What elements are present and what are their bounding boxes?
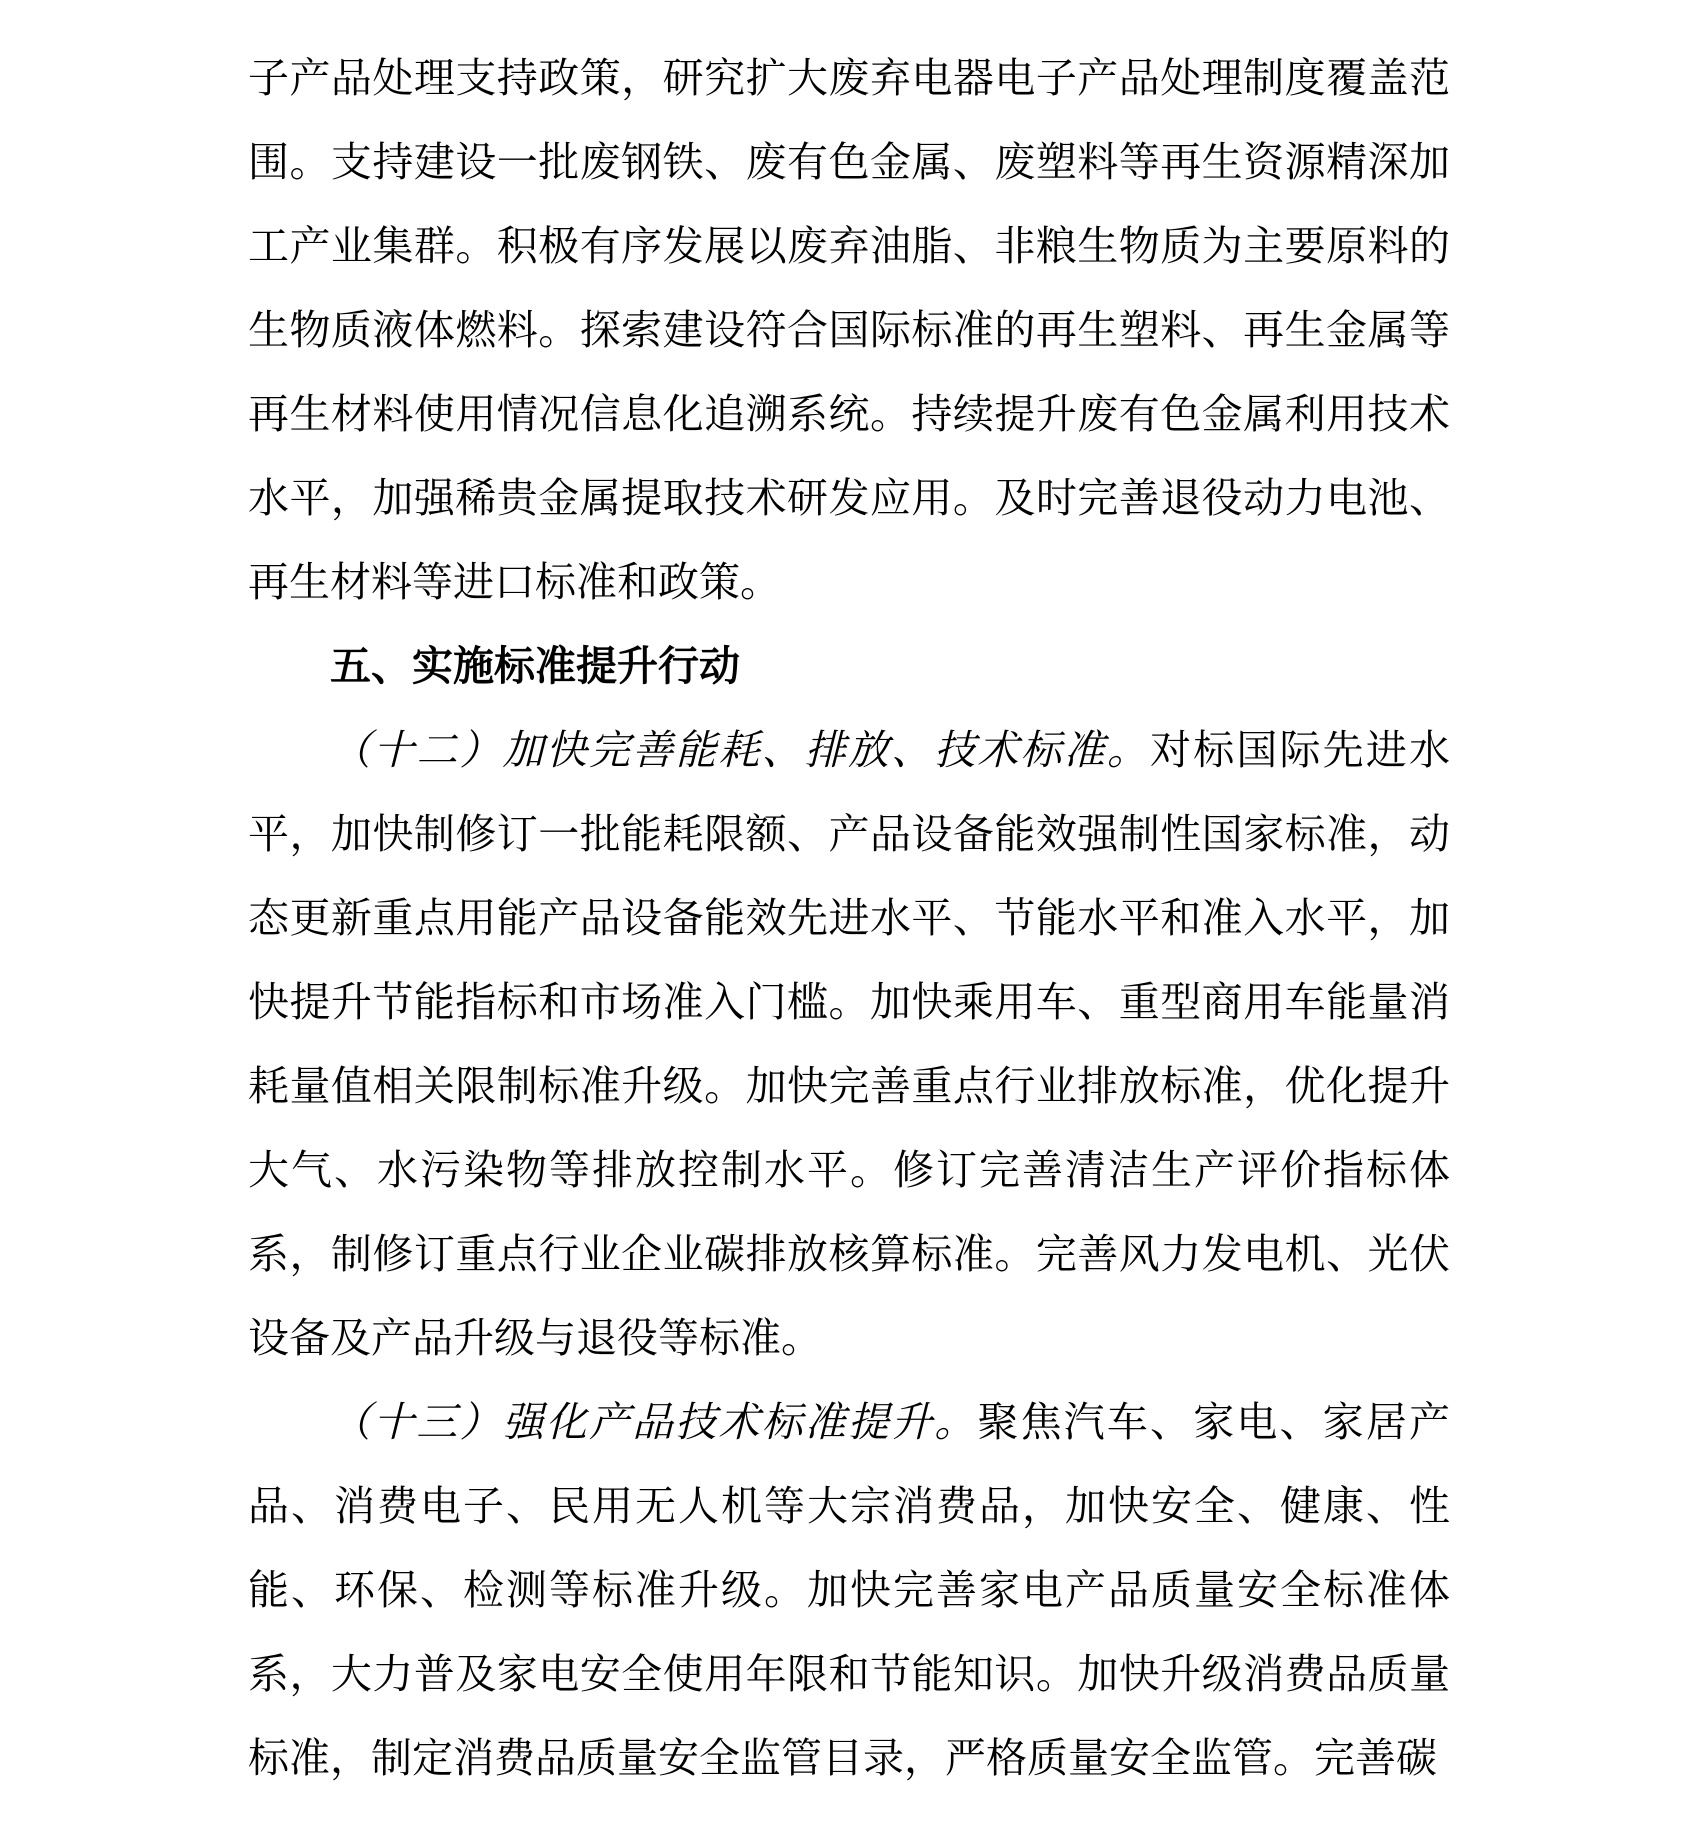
item-12-body: 对标国际先进水平，加快制修订一批能耗限额、产品设备能效强制性国家标准，动态更新重点用能产品设备能效先进水平、节能水平和准入水平，加快提升节能指标和市场准入门槛。加快乘用车、重型商用车能量消耗量值相关限制标准升级。加快完善重点行业排放标准，优化提升大气、水污染物等排放控制水平。修订完善清洁生产评价指标体系，制修订重点行业企业碳排放核算标准。完善风力发电机、光伏设备及产品升级与退役等标准。 (248, 727, 1451, 1361)
item-13-body: 聚焦汽车、家电、家居产品、消费电子、民用无人机等大宗消费品，加快安全、健康、性能、环保、检测等标准升级。加快完善家电产品质量安全标准体系，大力普及家电安全使用年限和节能知识。加快升级消费品质量标准，制定消费品质量安全监管目录，严格质量安全监管。完善碳 (248, 1399, 1451, 1781)
document-text-block (248, 36, 1450, 1800)
section-heading-five: 五、实施标准提升行动 (330, 643, 740, 689)
item-12-lead: （十二）加快完善能耗、排放、技术标准。 (330, 727, 1151, 773)
paragraph-item-13 (248, 1380, 1450, 1800)
item-13-lead: （十三）强化产品技术标准提升。 (330, 1399, 978, 1445)
paragraph-recycling-continuation: 子产品处理支持政策，研究扩大废弃电器电子产品处理制度覆盖范围。支持建设一批废钢铁、废有色金属、废塑料等再生资源精深加工产业集群。积极有序发展以废弃油脂、非粮生物质为主要原料的生物质液体燃料。探索建设符合国际标准的再生塑料、再生金属等再生材料使用情况信息化追溯系统。持续提升废有色金属利用技术水平，加强稀贵金属提取技术研发应用。及时完善退役动力电池、再生材料等进口标准和政策。 (248, 55, 1450, 605)
paragraph-item-12 (248, 708, 1450, 1380)
